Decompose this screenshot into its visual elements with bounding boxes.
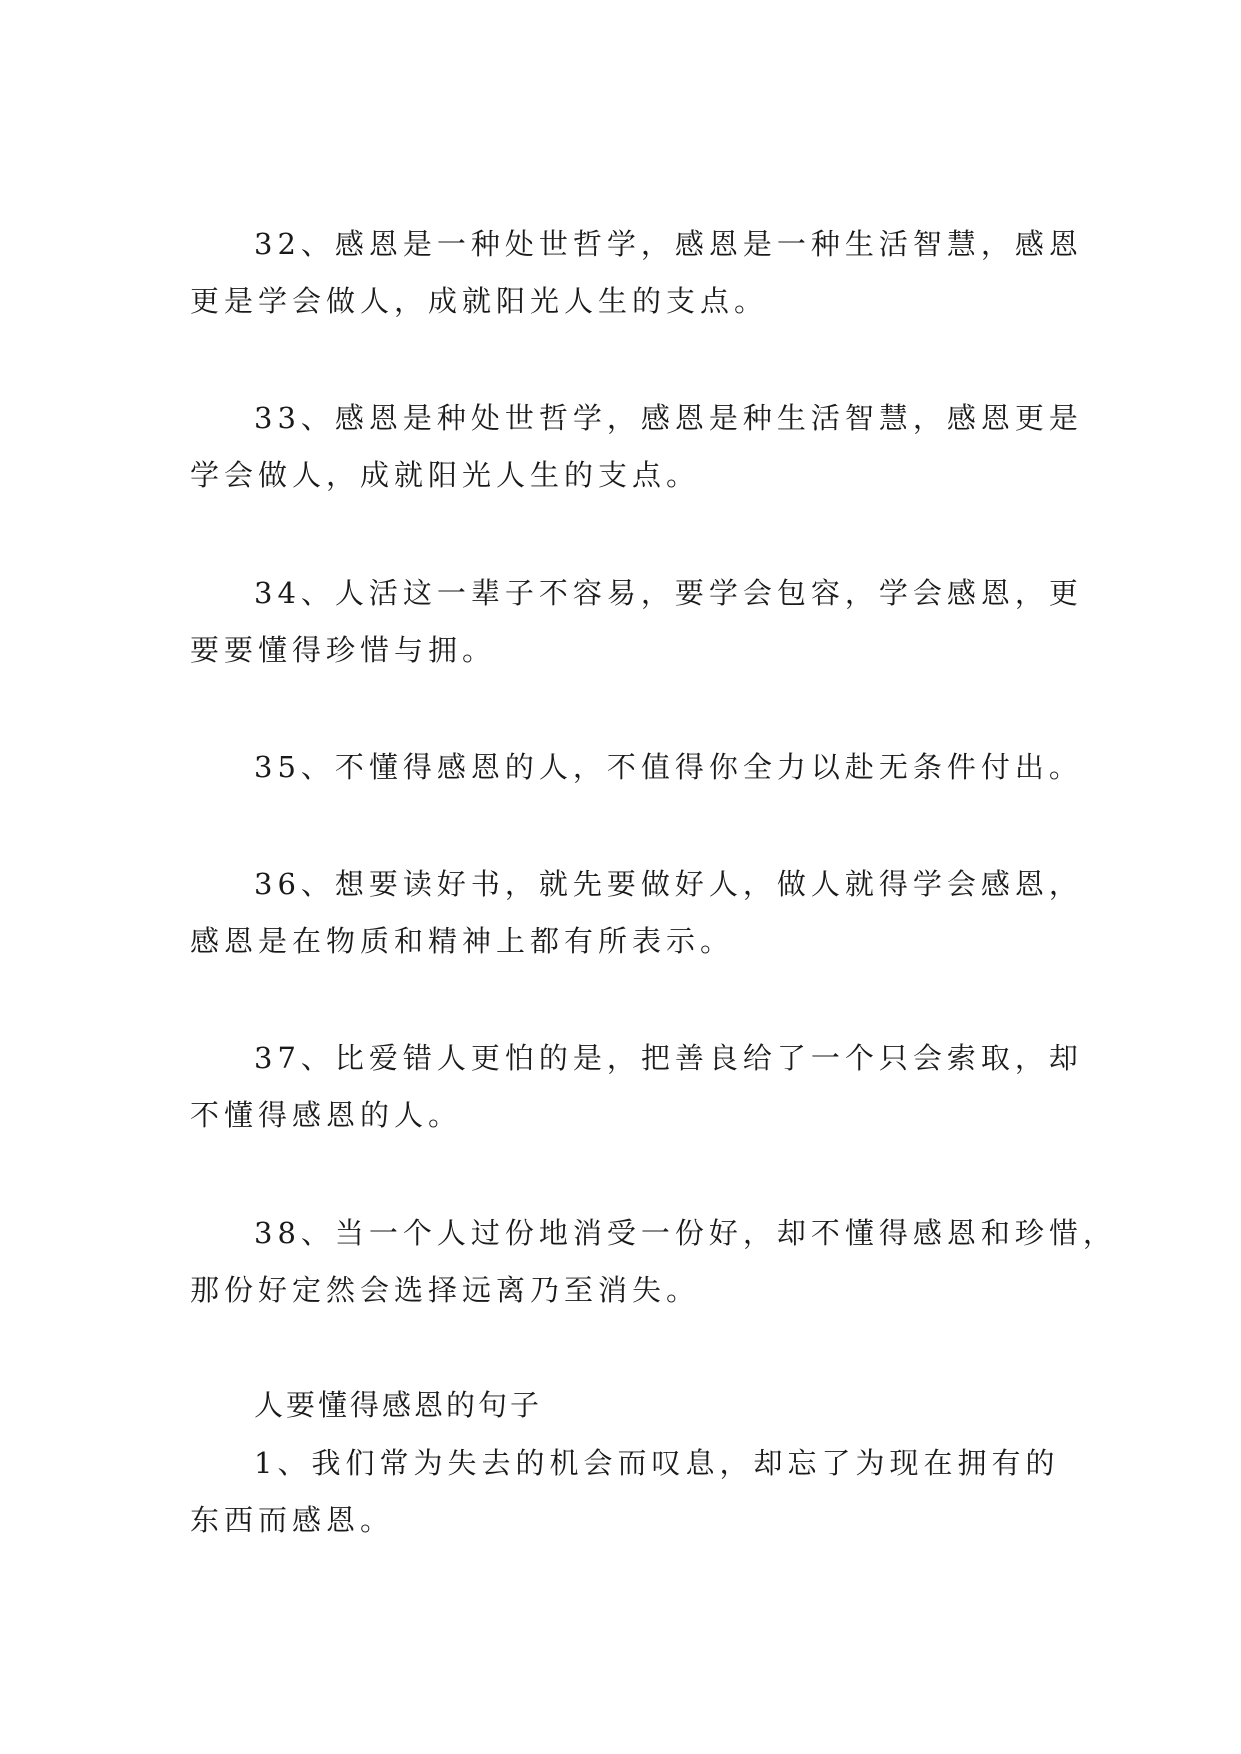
- paragraph-32-line-2: 更是学会做人，成就阳光人生的支点。: [190, 284, 769, 318]
- paragraph-36-line-2: 感恩是在物质和精神上都有所表示。: [190, 924, 735, 958]
- section-paragraph-1-line-2: 东西而感恩。: [190, 1503, 395, 1537]
- section-paragraph-1-line-1: 1、我们常为失去的机会而叹息，却忘了为现在拥有的: [254, 1446, 1060, 1480]
- paragraph-37-line-2: 不懂得感恩的人。: [190, 1098, 463, 1132]
- paragraph-36-line-1: 36、想要读好书，就先要做好人，做人就得学会感恩，: [254, 867, 1083, 901]
- paragraph-38-line-1: 38、当一个人过份地消受一份好，却不懂得感恩和珍惜，: [254, 1216, 1117, 1250]
- paragraph-32-line-1: 32、感恩是一种处世哲学，感恩是一种生活智慧，感恩: [254, 227, 1083, 261]
- paragraph-34-line-2: 要要懂得珍惜与拥。: [190, 633, 497, 667]
- paragraph-34-line-1: 34、人活这一辈子不容易，要学会包容，学会感恩，更: [254, 576, 1083, 610]
- paragraph-33-line-2: 学会做人，成就阳光人生的支点。: [190, 458, 701, 492]
- section-heading: 人要懂得感恩的句子: [254, 1388, 543, 1422]
- paragraph-37-line-1: 37、比爱错人更怕的是，把善良给了一个只会索取，却: [254, 1041, 1083, 1075]
- paragraph-38-line-2: 那份好定然会选择远离乃至消失。: [190, 1273, 701, 1307]
- paragraph-35-line-1: 35、不懂得感恩的人，不值得你全力以赴无条件付出。: [254, 750, 1083, 784]
- paragraph-33-line-1: 33、感恩是种处世哲学，感恩是种生活智慧，感恩更是: [254, 401, 1083, 435]
